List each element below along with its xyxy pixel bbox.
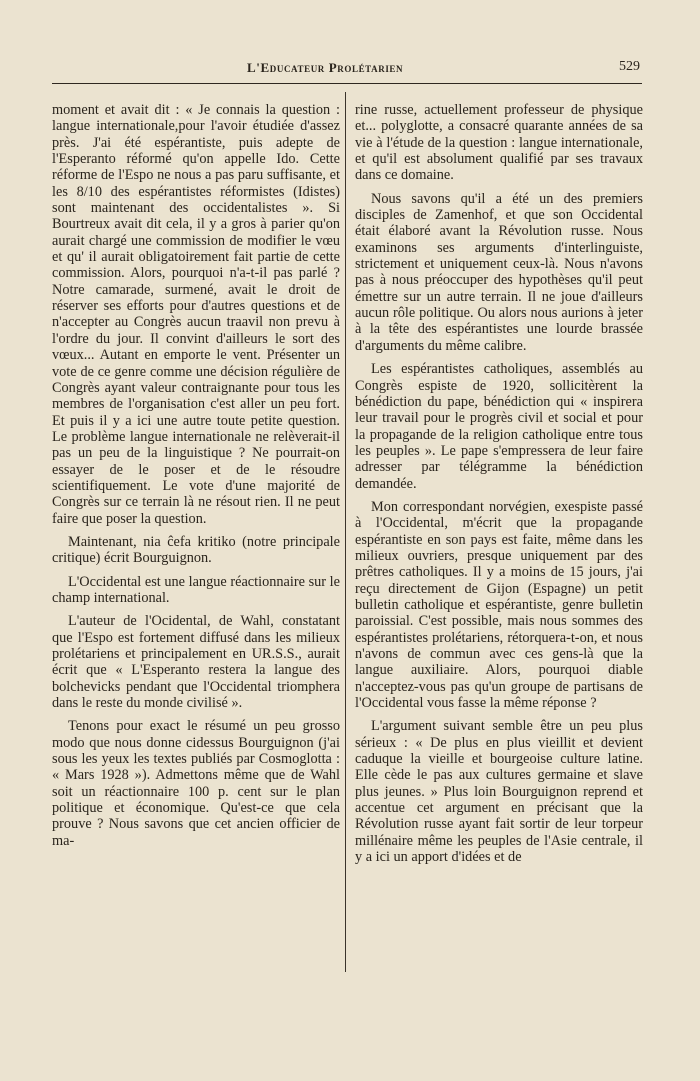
paragraph: Tenons pour exact le résumé un peu grosso modo que nous donne cidessus Bourguignon (j'ai sous les yeux les textes publiés par Cosmoglotta : « Mars 1928 »). Admettons même que de Wahl soit un réactionnaire 100 p. cent sur le plan politique et économique. Qu'est-ce que cela prouve ? Nous savons que cet ancien officier de ma- bbox=[52, 718, 340, 849]
paragraph: Les espérantistes catholiques, assemblés au Congrès espiste de 1920, sollicitèrent la bénédiction du pape, bénédiction qui « inspirera leur travail pour le progrès civil et social et pour la propagande de la religion catholique entre tous les peuples ». Le pape s'empressera de leur faire adresser par télégramme la bénédiction demandée. bbox=[355, 361, 643, 492]
header-rule bbox=[52, 83, 642, 84]
paragraph: Nous savons qu'il a été un des premiers disciples de Zamenhof, et que son Occidental était élaboré avant la Révolution russe. Nous examinons ses arguments d'interlinguiste, strictement et uniquement ceux-là. Nous n'avons pas à nous préoccuper des hypothèses qu'il peut émettre sur un autre terrain. Il ne joue d'ailleurs aucun rôle politique. Ou alors nous aurions à jeter à la tête des espérantistes une lourde brassée d'arguments du même calibre. bbox=[355, 190, 643, 354]
paragraph: Maintenant, nia ĉefa kritiko (notre principale critique) écrit Bourguignon. bbox=[52, 533, 340, 567]
journal-title: L'Educateur Prolétarien bbox=[247, 60, 404, 75]
paragraph: L'Occidental est une langue réactionnaire sur le champ international. bbox=[52, 573, 340, 606]
running-header bbox=[52, 58, 640, 80]
right-column bbox=[355, 102, 643, 865]
paragraph: Mon correspondant norvégien, exespiste passé à l'Occidental, m'écrit que la propagande espérantiste en son pays est faite, même dans les milieux ouvriers, presque uniquement par des prêtres catholiques. Il y a moins de 15 jours, j'ai reçu directement de Gijon (Espagne) un petit bulletin catholique et espérantiste, genre bulletin paroissial. C'est possible, mais nous sommes des espérantistes prolétariens, rétorquera-t-on, et nous n'avons de commun avec ces gens-là que la langue auxiliaire. Alors, pourquoi diable n'acceptez-vous pas qu'un groupe de partisans de l'Occidental vous fasse la même réponse ? bbox=[355, 498, 643, 712]
left-column bbox=[52, 102, 340, 849]
page-number: 529 bbox=[619, 59, 640, 74]
paragraph: moment et avait dit : « Je connais la question : langue internationale,pour l'avoir étudiée d'assez près. J'ai été espérantiste, puis adepte de l'Esperanto réformé qu'on appelle Ido. Cette réforme de l'Espo ne nous a pas paru suffisante, et les 8/10 des espérantistes réformistes (Idistes) sont maintenant des occidentalistes ». Si Bourtreux avait dit cela, il y a gros à parier qu'on aurait chargé une commission de modifier le vœu et qu' il aurait obligatoirement fait partie de cette commission. Alors, pourquoi n'a-t-il pas parlé ? Notre camarade, surmené, avait le droit de réserver ses efforts pour d'autres questions et de n'accepter au Congrès aucun traavil non prevu à l'ordre du jour. Il convint d'ailleurs le sort des vœux... Autant en emporte le vent. Présenter un vote de ce genre comme une décision régulière de Congrès ayant valeur contraignante pour tous les membres de l'organisation c'est aller un peu fort. Et puis il y a ici une autre toute petite question. Le problème langue internationale ne relèverait-il pas un peu de la linguistique ? Ne pourrait-on essayer de le poser et de le résoudre scientifiquement. Le vote d'une majorité de Congrès sur ce terrain là ne résout rien. Il ne peut faire que poser la question. bbox=[52, 102, 340, 527]
paragraph: rine russe, actuellement professeur de physique et... polyglotte, a consacré quarante années de sa vie à l'étude de la question : langue internationale, et qu'il est absolument qualifié par ses travaux dans ce domaine. bbox=[355, 102, 643, 184]
column-divider bbox=[345, 92, 346, 972]
paragraph: L'auteur de l'Ocidental, de Wahl, constatant que l'Espo est fortement diffusé dans les milieux prolétariens et principalement en UR.S.S., aurait écrit que « L'Esperanto restera la langue des bolchevicks pendant que l'Occidental triomphera dans le reste du monde civilisé ». bbox=[52, 613, 340, 712]
paragraph: L'argument suivant semble être un peu plus sérieux : « De plus en plus vieillit et devient caduque la vieille et bourgeoise culture latine. Elle cède le pas aux cultures germaine et slave plus jeunes. » Plus loin Bourguignon reprend et accentue cet argument en précisant que la Révolution russe ayant fait sortir de leur torpeur millénaire même les peuples de l'Asie centrale, il y a ici un apport d'idées et de bbox=[355, 718, 643, 866]
